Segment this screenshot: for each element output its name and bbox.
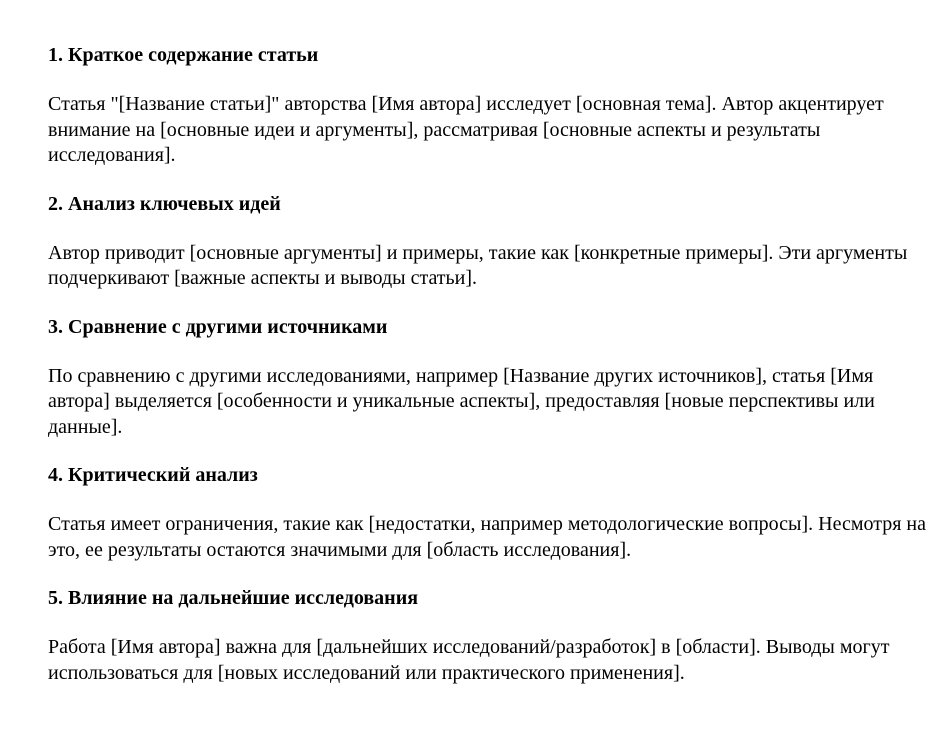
section-paragraph: Автор приводит [основные аргументы] и примеры, такие как [конкретные примеры]. Эти аргументы подчеркивают [важные аспекты и выводы статьи].: [48, 241, 908, 289]
document-body: [48, 40, 928, 706]
section-summary: [48, 40, 928, 169]
section-heading: 3. Сравнение с другими источниками: [48, 315, 388, 338]
section-heading: 5. Влияние на дальнейшие исследования: [48, 587, 419, 609]
section-paragraph: Статья имеет ограничения, такие как [недостатки, например методологические вопросы]. Несмотря на это, ее результаты остаются значимыми для [область исследования].: [48, 513, 926, 561]
section-paragraph: По сравнению с другими исследованиями, например [Название других источников], статья [Имя автора] выделяется [особенности и уникальные аспекты], предоставляя [новые перспективы или данные].: [48, 364, 875, 438]
section-key-ideas: [48, 189, 928, 292]
section-comparison: [48, 312, 928, 441]
section-heading: 4. Критический анализ: [48, 464, 258, 486]
section-paragraph: Статья "[Название статьи]" авторства [Имя автора] исследует [основная тема]. Автор акцентирует внимание на [основные идеи и аргументы], рассматривая [основные аспекты и результаты исследования].: [48, 93, 884, 166]
section-heading: 1. Краткое содержание статьи: [48, 44, 319, 66]
section-heading: 2. Анализ ключевых идей: [48, 192, 281, 215]
section-influence: [48, 583, 928, 686]
section-paragraph: Работа [Имя автора] важна для [дальнейших исследований/разработок] в [области]. Выводы могут использоваться для [новых исследований или практического применения].: [48, 636, 890, 684]
section-critical-analysis: [48, 460, 928, 563]
